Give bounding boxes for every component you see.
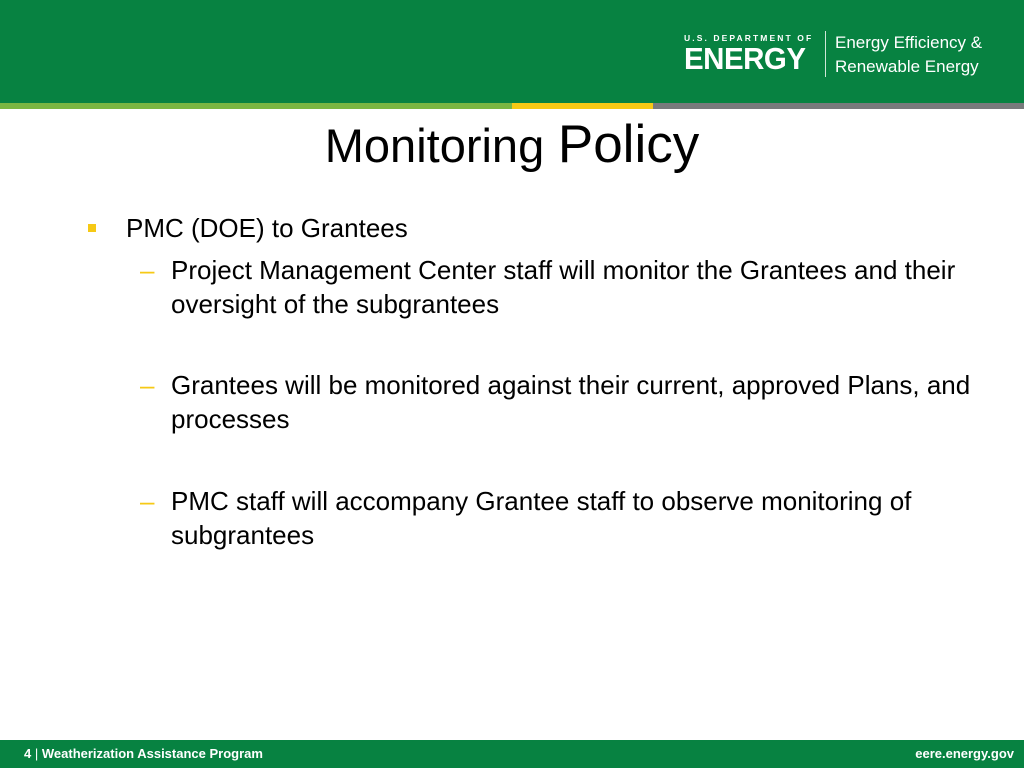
doe-logo: [684, 33, 814, 75]
slide-title-part1: Monitoring: [324, 119, 545, 172]
footer-bar: [0, 740, 1024, 768]
strip-gray-segment: [653, 103, 1024, 109]
header-bar: [0, 0, 1024, 103]
page-number: 4: [24, 746, 32, 761]
footer-separator: |: [34, 746, 39, 761]
doe-logo-wordmark: ENERGY: [684, 41, 806, 76]
dash-bullet-icon: –: [140, 255, 155, 285]
office-name-line2: Renewable Energy: [835, 57, 979, 76]
office-name: [835, 31, 982, 79]
slide-title-part2: Policy: [557, 115, 700, 174]
slide-title: [0, 112, 1024, 179]
subbullet-text: PMC staff will accompany Grantee staff to observe monitoring of subgrantees: [171, 486, 912, 550]
strip-green-segment: [0, 103, 512, 109]
dash-bullet-icon: –: [140, 486, 155, 516]
program-name: Weatherization Assistance Program: [41, 746, 263, 761]
office-name-line1: Energy Efficiency &: [835, 33, 983, 52]
logo-divider: [825, 31, 826, 77]
footer-url-link[interactable]: eere.energy.gov: [915, 746, 1014, 761]
brand-color-strip: [0, 103, 1024, 109]
subbullet-text: Grantees will be monitored against their current, approved Plans, and processes: [171, 370, 971, 434]
bullet-text: PMC (DOE) to Grantees: [126, 213, 408, 243]
footer-program: [24, 746, 263, 761]
subbullet-text: Project Management Center staff will monitor the Grantees and their oversight of the subgrantees: [171, 255, 956, 319]
dash-bullet-icon: –: [140, 370, 155, 400]
strip-yellow-segment: [512, 103, 653, 109]
square-bullet-icon: [88, 224, 96, 232]
doe-logo-small-text: U.S. DEPARTMENT OF: [684, 33, 814, 43]
